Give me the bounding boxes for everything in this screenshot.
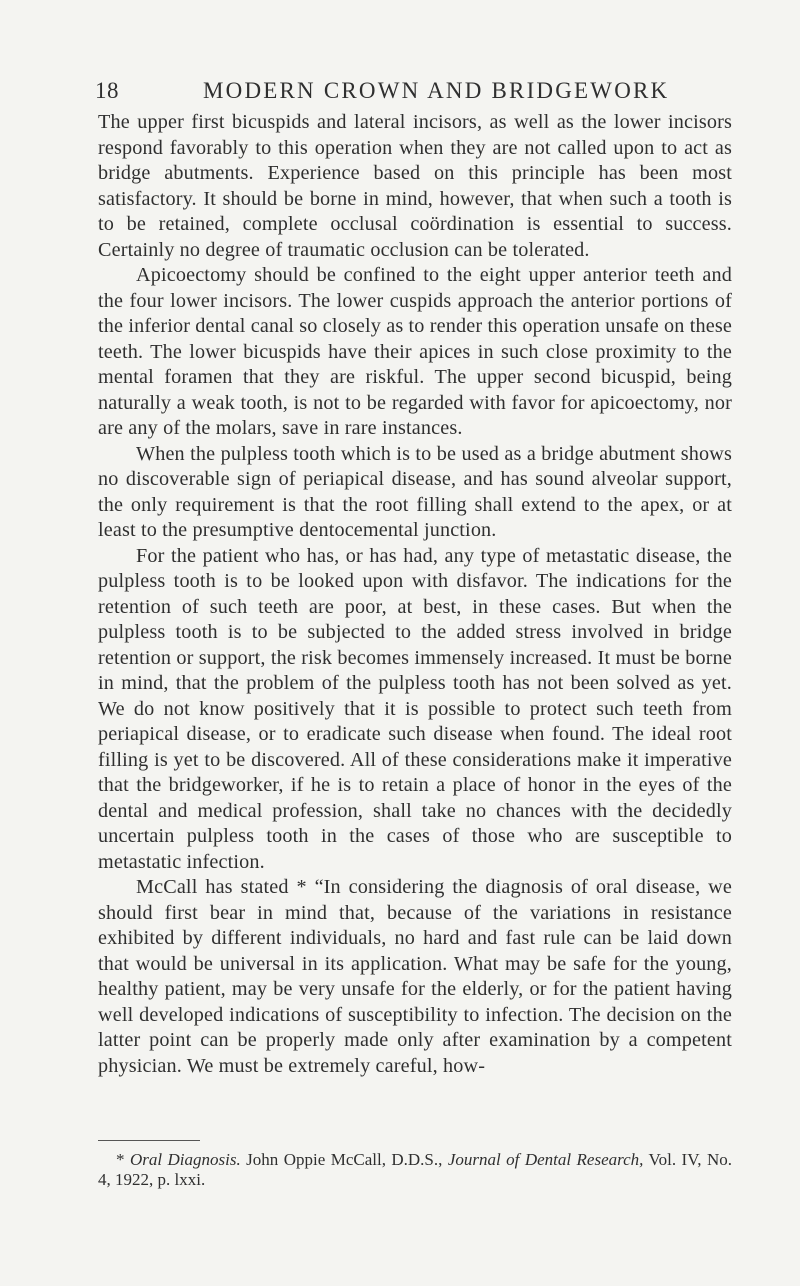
paragraph-5: McCall has stated * “In considering the diagnosis of oral disease, we should first bear in mind that, because of the variations in resistance exhibited by different individuals, no hard and fast rule can be laid down that would be universal in its application. What may be safe for the young, healthy patient, may be very unsafe for the elderly, or for the patient having well developed indications of susceptibility to infection. The decision on the latter point can be properly made only after examination by a competent physician. We must be extremely careful, how-: [98, 876, 732, 1077]
paragraph-1: The upper first bicuspids and lateral incisors, as well as the lower incisors respond favorably to this operation when they are not called upon to act as bridge abutments. Experience based on this principle has been most satisfactory. It should be borne in mind, however, that when such a tooth is to be retained, complete occlusal coördination is essential to success. Certainly no degree of traumatic occlusion can be tolerated.: [98, 111, 732, 261]
footnote-journal: Journal of Dental Research,: [447, 1150, 644, 1169]
paragraph-4: For the patient who has, or has had, any type of metastatic disease, the pulpless tooth is to be looked upon with disfavor. The indications for the retention of such teeth are poor, at best, in these cases. But when the pulpless tooth is to be subjected to the added stress involved in bridge retention or support, the risk becomes immensely increased. It must be borne in mind, that the problem of the pulpless tooth has not been solved as yet. We do not know positively that it is possible to protect such teeth from periapical disease, or to eradicate such disease when found. The ideal root filling is yet to be discovered. All of these considerations make it imperative that the bridgeworker, if he is to retain a place of honor in the eyes of the dental and medical profession, shall take no chances with the decidedly uncertain pulpless tooth in the cases of those who are susceptible to metastatic infection.: [98, 544, 732, 873]
footnote: [98, 1150, 732, 1190]
paragraph-2: Apicoectomy should be confined to the eight upper anterior teeth and the four lower incisors. The lower cuspids approach the anterior portions of the inferior dental canal so closely as to render this operation unsafe on these teeth. The lower bicuspids have their apices in such close proximity to the mental foramen that they are riskful. The upper second bicuspid, being naturally a weak tooth, is not to be regarded with favor for apicoectomy, nor are any of the molars, save in rare instances.: [98, 264, 732, 439]
footnote-marker: *: [116, 1150, 130, 1169]
footnote-text: [98, 1150, 732, 1190]
footnote-authors: John Oppie McCall, D.D.S.,: [240, 1150, 448, 1169]
page-header: [95, 78, 735, 108]
running-title: MODERN CROWN AND BRIDGEWORK: [203, 78, 670, 103]
footnote-title: Oral Diagnosis.: [129, 1150, 241, 1169]
page-number: 18: [95, 78, 119, 103]
paragraph-3: When the pulpless tooth which is to be used as a bridge abutment shows no discoverable sign of periapical disease, and has sound alveolar support, the only requirement is that the root filling shall extend to the apex, or at least to the presumptive dentocemental junction.: [98, 442, 732, 541]
body-text: [98, 110, 732, 1079]
footnote-divider: [98, 1140, 200, 1141]
footnote-details: Vol. IV, No. 4, 1922, p. lxxi.: [98, 1150, 733, 1189]
